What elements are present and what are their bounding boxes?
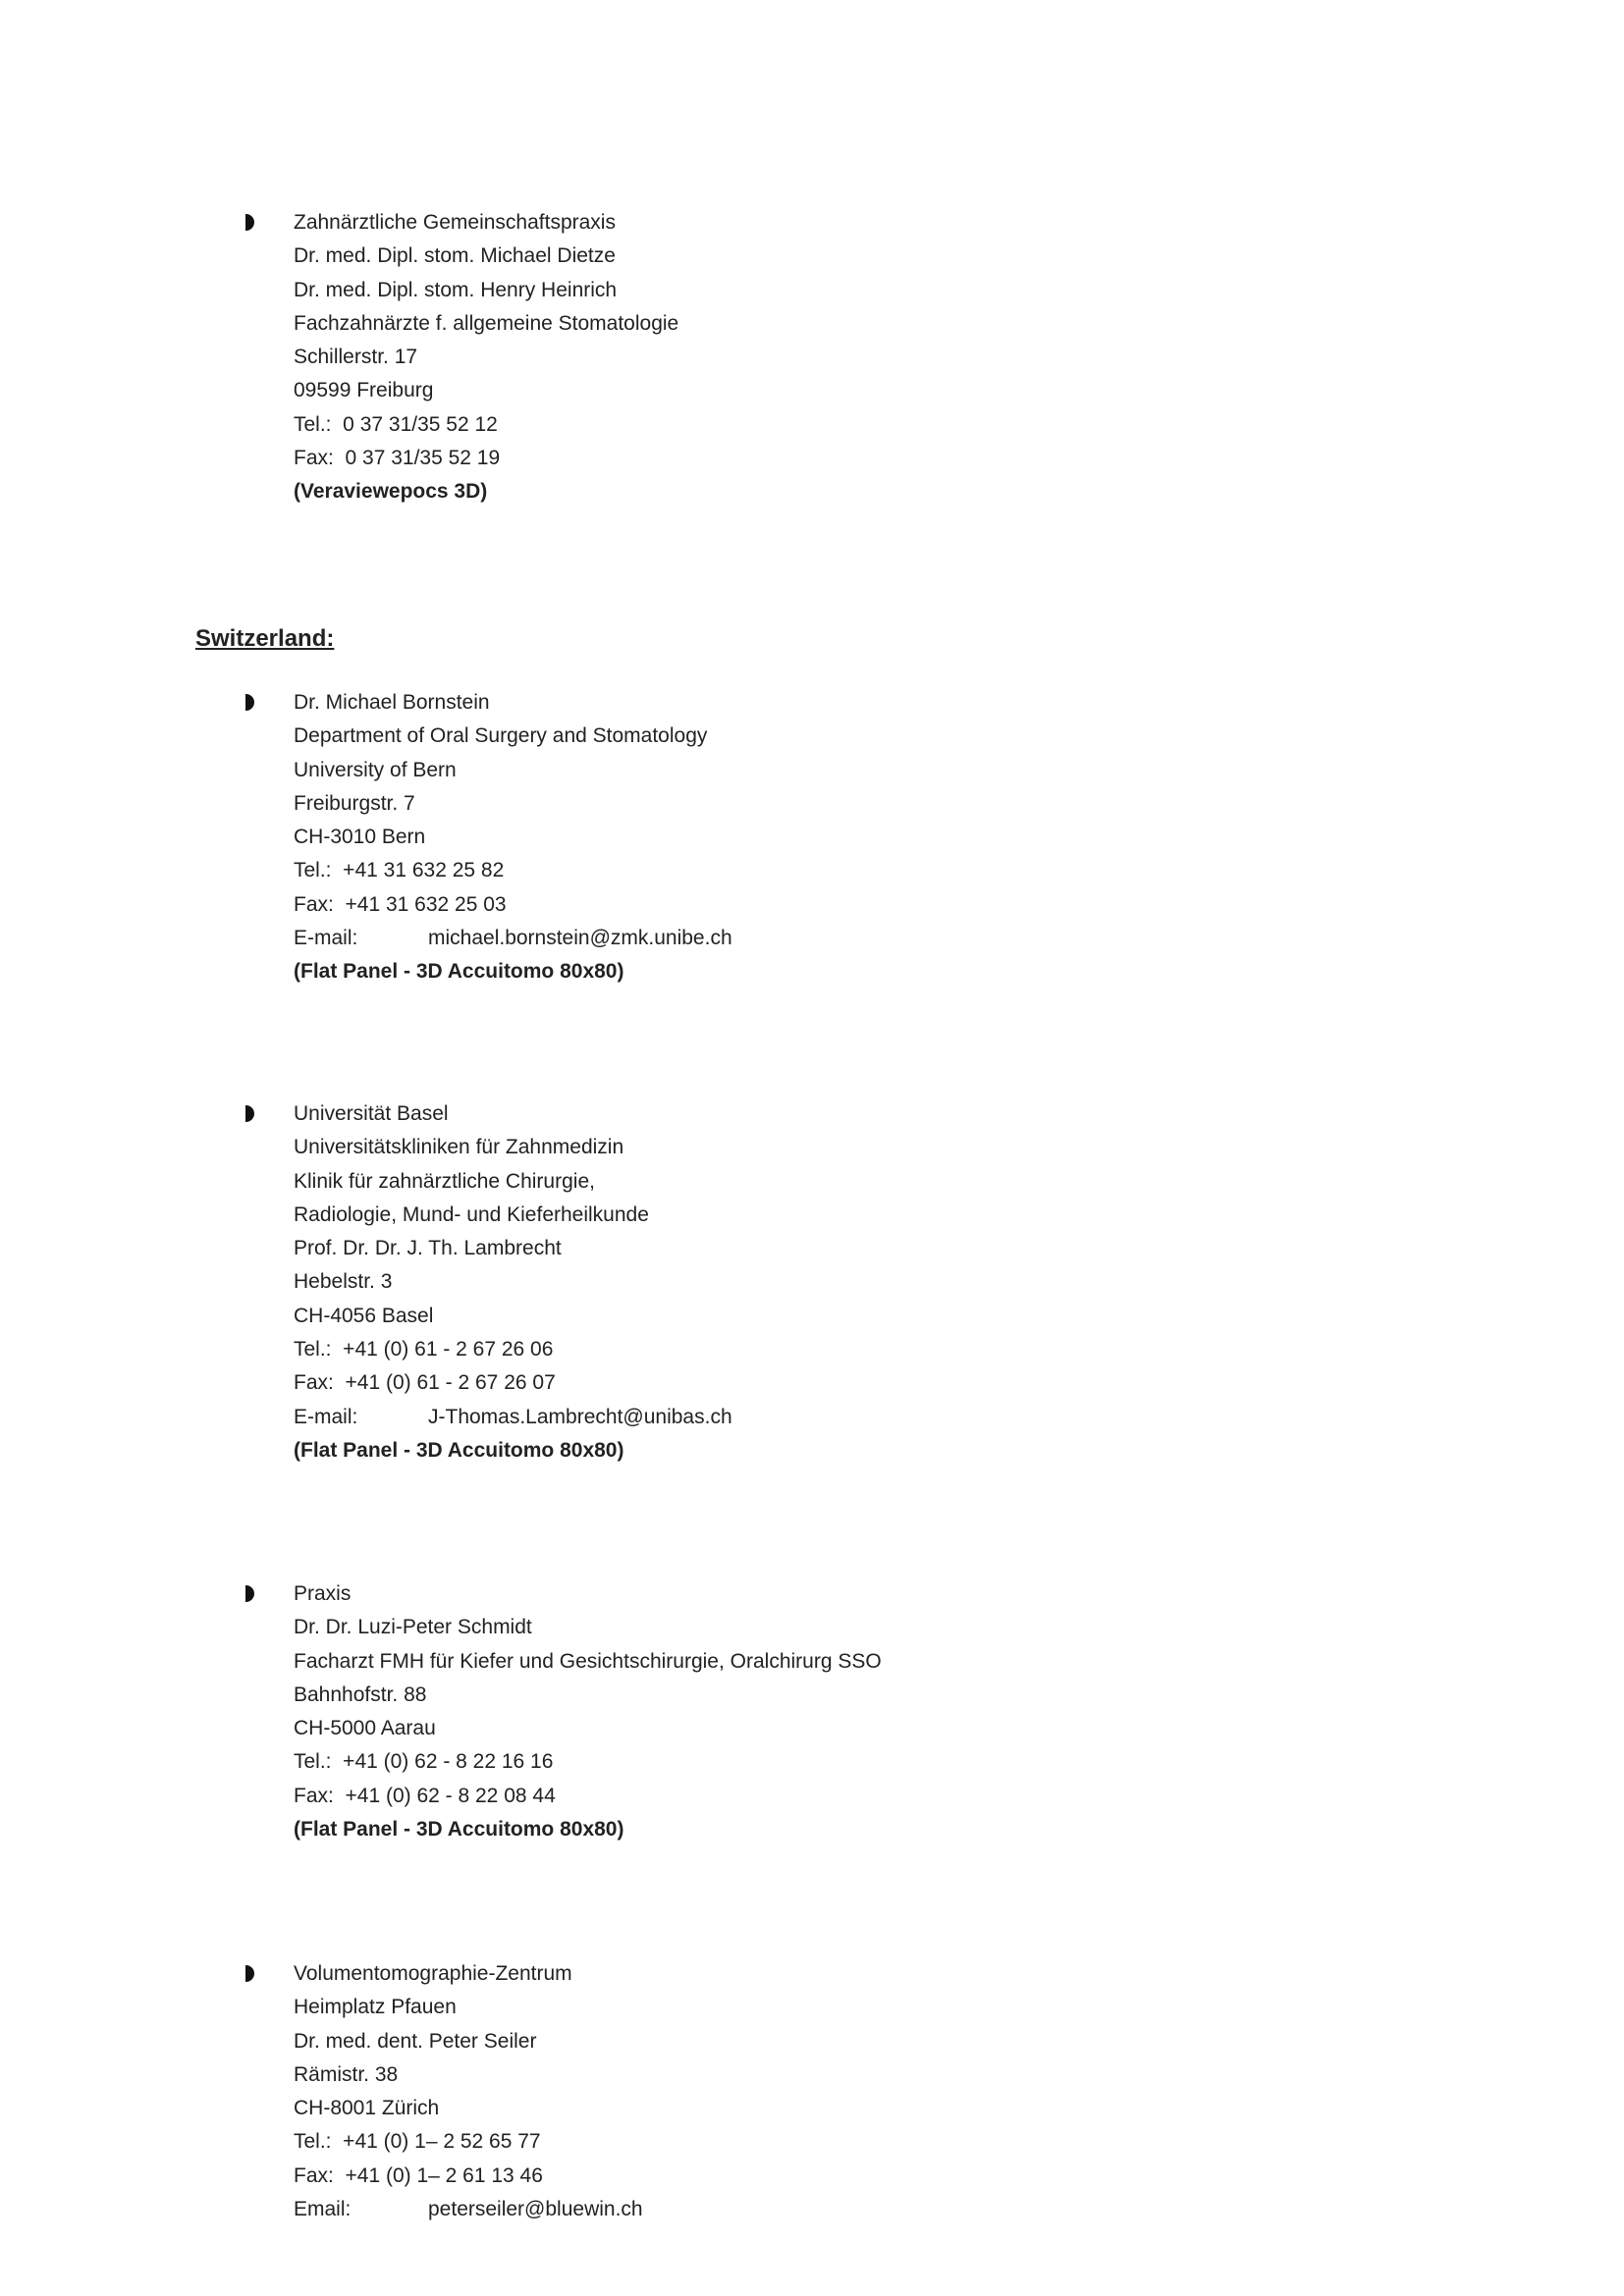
bullet-icon: [245, 1105, 254, 1122]
email-link[interactable]: michael.bornstein@zmk.unibe.ch: [428, 927, 732, 950]
address-line: Hebelstr. 3: [294, 1270, 393, 1294]
bullet-icon: [245, 694, 254, 711]
address-line: Fachzahnärzte f. allgemeine Stomatologie: [294, 311, 679, 335]
address-line: Tel.: +41 (0) 1– 2 52 65 77: [294, 2130, 541, 2154]
address-line: CH-5000 Aarau: [294, 1717, 436, 1740]
email-row: [294, 922, 732, 955]
address-line: Dr. med. Dipl. stom. Michael Dietze: [294, 244, 616, 268]
bullet-icon: [245, 1585, 254, 1602]
address-entry: [245, 686, 732, 989]
address-line: Fax: +41 (0) 1– 2 61 13 46: [294, 2163, 543, 2187]
address-line: Fax: 0 37 31/35 52 19: [294, 447, 501, 470]
email-row: [294, 1401, 732, 1434]
email-label: E-mail:: [294, 927, 358, 950]
device-label: (Flat Panel - 3D Accuitomo 80x80): [294, 1818, 624, 1842]
email-link[interactable]: J-Thomas.Lambrecht@unibas.ch: [428, 1405, 732, 1428]
address-entry: [245, 206, 678, 509]
address-line: Radiologie, Mund- und Kieferheilkunde: [294, 1202, 649, 1226]
address-line: Universitätskliniken für Zahnmedizin: [294, 1136, 624, 1159]
address-line: Fax: +41 (0) 62 - 8 22 08 44: [294, 1784, 556, 1807]
bullet-icon: [245, 1965, 254, 1982]
address-line: Tel.: 0 37 31/35 52 12: [294, 412, 498, 436]
device-label: (Flat Panel - 3D Accuitomo 80x80): [294, 960, 624, 984]
address-line: Fax: +41 (0) 61 - 2 67 26 07: [294, 1371, 556, 1395]
email-row: [294, 2193, 643, 2226]
address-line: Praxis: [294, 1582, 352, 1605]
address-entry: [245, 1097, 732, 1468]
address-line: Fax: +41 31 632 25 03: [294, 892, 507, 916]
address-line: Bahnhofstr. 88: [294, 1682, 427, 1706]
address-line: Freiburgstr. 7: [294, 791, 415, 815]
address-line: 09599 Freiburg: [294, 379, 434, 402]
address-line: CH-4056 Basel: [294, 1304, 434, 1327]
address-line: Prof. Dr. Dr. J. Th. Lambrecht: [294, 1237, 562, 1260]
address-line: Volumentomographie-Zentrum: [294, 1962, 572, 1985]
address-line: Department of Oral Surgery and Stomatology: [294, 724, 708, 748]
email-label: Email:: [294, 2198, 352, 2221]
address-line: CH-8001 Zürich: [294, 2097, 440, 2120]
device-label: (Veraviewepocs 3D): [294, 480, 488, 504]
address-line: Schillerstr. 17: [294, 346, 418, 369]
address-line: CH-3010 Bern: [294, 826, 426, 849]
email-link[interactable]: peterseiler@bluewin.ch: [428, 2198, 643, 2221]
address-line: Dr. Dr. Luzi-Peter Schmidt: [294, 1616, 532, 1639]
address-line: Universität Basel: [294, 1102, 449, 1125]
bullet-icon: [245, 214, 254, 231]
device-label: (Flat Panel - 3D Accuitomo 80x80): [294, 1438, 624, 1462]
address-line: University of Bern: [294, 758, 457, 781]
address-line: Klinik für zahnärztliche Chirurgie,: [294, 1169, 595, 1193]
address-line: Zahnärztliche Gemeinschaftspraxis: [294, 211, 616, 234]
address-line: Tel.: +41 (0) 62 - 8 22 16 16: [294, 1750, 554, 1774]
section-heading-switzerland: Switzerland:: [195, 625, 335, 652]
address-entry: [245, 1577, 882, 1846]
address-line: Dr. med. Dipl. stom. Henry Heinrich: [294, 278, 618, 301]
address-entry: [245, 1957, 643, 2226]
address-line: Dr. med. dent. Peter Seiler: [294, 2029, 537, 2053]
email-label: E-mail:: [294, 1405, 358, 1428]
address-line: Tel.: +41 31 632 25 82: [294, 859, 505, 882]
address-line: Tel.: +41 (0) 61 - 2 67 26 06: [294, 1338, 554, 1362]
address-line: Rämistr. 38: [294, 2062, 399, 2086]
address-line: Heimplatz Pfauen: [294, 1996, 457, 2019]
address-line: Dr. Michael Bornstein: [294, 691, 490, 714]
address-line: Facharzt FMH für Kiefer und Gesichtschirurgie, Oralchirurg SSO: [294, 1649, 882, 1673]
